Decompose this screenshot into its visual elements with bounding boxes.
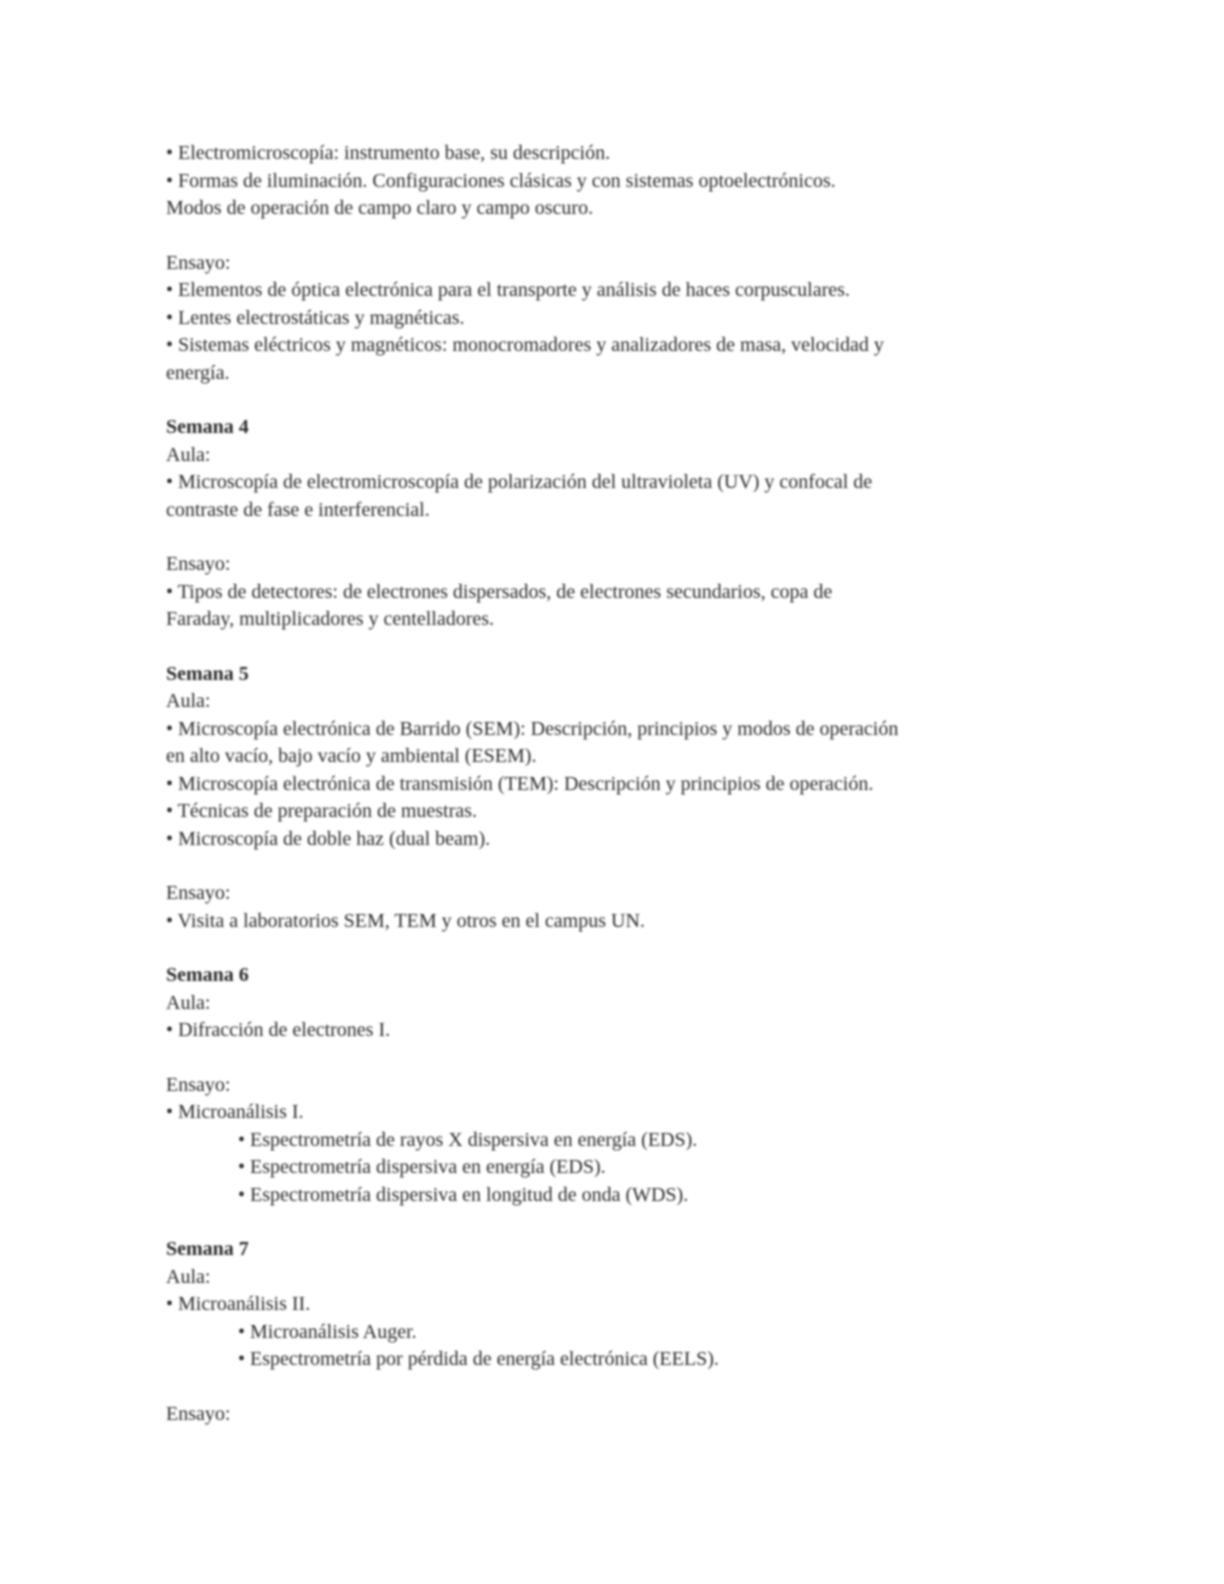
text-line: Faraday, multiplicadores y centelladores. <box>166 608 495 630</box>
text-line: • Lentes electrostáticas y magnéticas. <box>166 306 465 329</box>
section-label: Ensayo: <box>166 1073 231 1096</box>
text-line: • Electromicroscopía: instrumento base, su descripción. <box>166 142 611 164</box>
sub-item-line: • Espectrometría dispersiva en energía (EDS). <box>238 1156 606 1178</box>
section-label: Aula: <box>166 1265 211 1288</box>
section-label: Aula: <box>166 443 211 466</box>
text-line: en alto vacío, bajo vacío y ambiental (ESEM). <box>166 745 537 767</box>
text-line: • Tipos de detectores: de electrones dispersados, de electrones secundarios, copa de <box>166 580 833 603</box>
text-line: contraste de fase e interferencial. <box>166 498 430 521</box>
section-label: Aula: <box>166 690 211 712</box>
text-line: Modos de operación de campo claro y campo oscuro. <box>166 197 594 219</box>
week-heading: Semana 6 <box>166 964 249 986</box>
section-label: Ensayo: <box>166 882 231 904</box>
week-heading: Semana 7 <box>166 1238 249 1260</box>
text-line: • Microscopía electrónica de Barrido (SEM): Descripción, principios y modos de operación <box>166 717 899 740</box>
text-line: • Microscopía electrónica de transmisión (TEM): Descripción y principios de operación. <box>166 772 874 795</box>
text-line: • Difracción de electrones I. <box>166 1019 391 1041</box>
section-label: Ensayo: <box>166 553 231 575</box>
document-page <box>166 140 1046 1428</box>
sub-item-line: • Espectrometría de rayos X dispersiva en energía (EDS). <box>238 1128 698 1151</box>
section-label: Ensayo: <box>166 1402 231 1425</box>
text-line: • Microscopía de electromicroscopía de polarización del ultravioleta (UV) y confocal de <box>166 471 873 493</box>
text-line: • Microscopía de doble haz (dual beam). <box>166 827 491 850</box>
section-label: Ensayo: <box>166 251 231 274</box>
text-line: • Microanálisis I. <box>166 1101 304 1123</box>
text-line: • Microanálisis II. <box>166 1293 311 1315</box>
text-line: • Formas de iluminación. Configuraciones clásicas y con sistemas optoelectrónicos. <box>166 169 836 192</box>
sub-item-line: • Espectrometría dispersiva en longitud de onda (WDS). <box>238 1183 689 1206</box>
sub-item-line: • Espectrometría por pérdida de energía electrónica (EELS). <box>238 1348 719 1370</box>
week-heading: Semana 5 <box>166 662 249 685</box>
text-line: • Técnicas de preparación de muestras. <box>166 800 477 822</box>
section-label: Aula: <box>166 991 211 1014</box>
week-heading: Semana 4 <box>166 416 249 438</box>
text-line: • Sistemas eléctricos y magnéticos: monocromadores y analizadores de masa, velocidad y <box>166 334 884 356</box>
text-line: • Visita a laboratorios SEM, TEM y otros en el campus UN. <box>166 909 645 932</box>
sub-item-line: • Microanálisis Auger. <box>238 1320 417 1343</box>
text-line: energía. <box>166 361 230 384</box>
text-line: • Elementos de óptica electrónica para el transporte y análisis de haces corpusculares. <box>166 279 850 301</box>
